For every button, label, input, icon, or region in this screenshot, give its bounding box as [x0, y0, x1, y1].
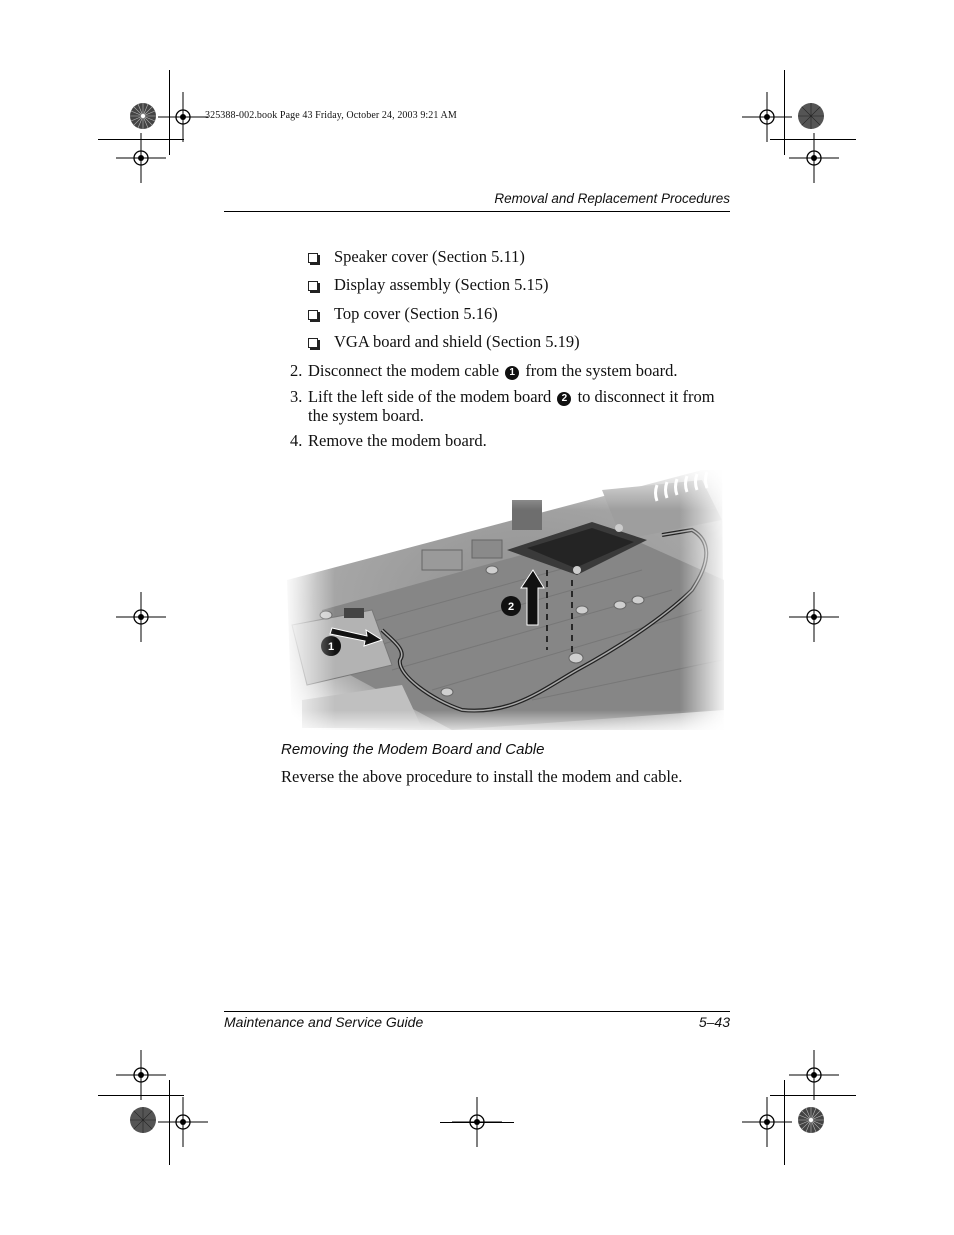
- footer-rule: [224, 1011, 730, 1012]
- starburst-target-icon: [797, 102, 825, 130]
- registration-mark-icon: [116, 133, 166, 183]
- list-item: [308, 275, 548, 295]
- checkbox-bullet-icon: [308, 310, 318, 320]
- list-item-text: VGA board and shield (Section 5.19): [334, 332, 580, 351]
- step-2: 2. Disconnect the modem cable 1 from the system board.: [290, 361, 678, 380]
- checkbox-bullet-icon: [308, 253, 318, 263]
- list-item-text: Speaker cover (Section 5.11): [334, 247, 525, 266]
- registration-mark-icon: [789, 133, 839, 183]
- registration-mark-icon: [789, 1050, 839, 1100]
- starburst-target-icon: [129, 1106, 157, 1134]
- registration-mark-icon: [789, 592, 839, 642]
- page-number: 5–43: [698, 1014, 730, 1030]
- checkbox-bullet-icon: [308, 281, 318, 291]
- registration-mark-icon: [116, 1050, 166, 1100]
- figure-caption: Removing the Modem Board and Cable: [281, 741, 545, 758]
- registration-mark-icon: [158, 1097, 208, 1147]
- list-item-text: Display assembly (Section 5.15): [334, 275, 549, 294]
- registration-mark-icon: [742, 92, 792, 142]
- starburst-target-icon: [797, 1106, 825, 1134]
- list-item: [308, 247, 525, 267]
- modem-board-figure: [282, 460, 724, 738]
- header-rule: [224, 211, 730, 212]
- checkbox-bullet-icon: [308, 338, 318, 348]
- callout-1-icon: 1: [505, 366, 519, 380]
- callout-2-icon: 2: [557, 392, 571, 406]
- registration-mark-icon: [742, 1097, 792, 1147]
- step-3: 3. Lift the left side of the modem board 2 to disconnect it from the system board.: [290, 387, 715, 425]
- list-item: [308, 304, 498, 324]
- list-item-text: Top cover (Section 5.16): [334, 304, 498, 323]
- body-paragraph: Reverse the above procedure to install the modem and cable.: [281, 767, 683, 786]
- starburst-target-icon: [129, 102, 157, 130]
- step-4: 4. Remove the modem board.: [290, 431, 487, 450]
- list-item: [308, 332, 580, 352]
- running-header: Removal and Replacement Procedures: [494, 191, 730, 206]
- footer-title: Maintenance and Service Guide: [224, 1014, 424, 1030]
- registration-mark-icon: [116, 592, 166, 642]
- print-slug: 325388-002.book Page 43 Friday, October 24, 2003 9:21 AM: [205, 110, 457, 121]
